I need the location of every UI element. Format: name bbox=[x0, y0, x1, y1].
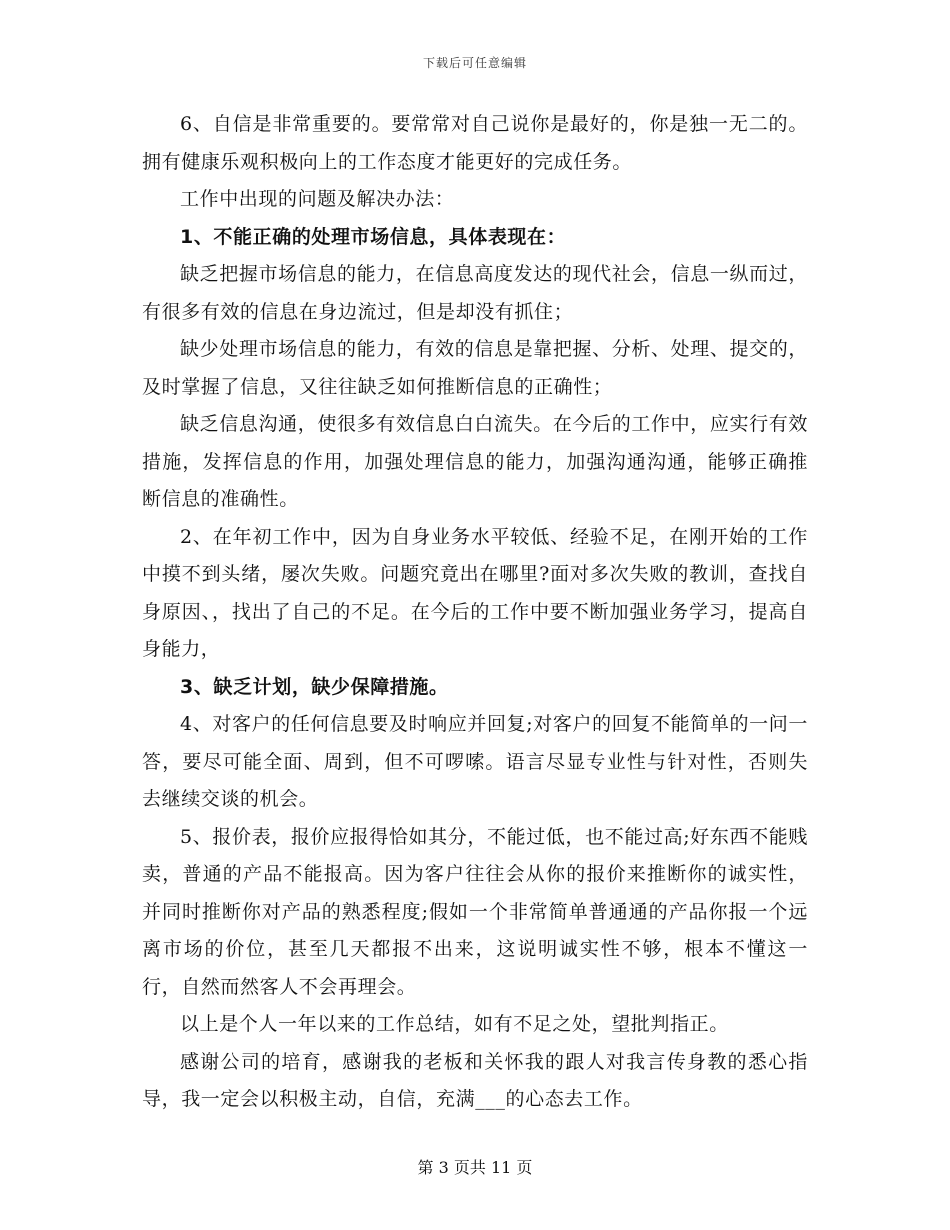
section-heading-1: 1、不能正确的处理市场信息，具体表现在： bbox=[180, 225, 567, 248]
page-number: 第 3 页共 11 页 bbox=[417, 1158, 533, 1177]
paragraph-2: 工作中出现的问题及解决办法： bbox=[180, 188, 455, 210]
paragraph-12: 感谢公司的培育，感谢我的老板和关怀我的跟人对我言传身教的悉心指导，我一定会以积极主动，自信，充满___的心态去工作。 bbox=[142, 1050, 808, 1110]
paragraph-6: 缺乏信息沟通，使很多有效信息白白流失。在今后的工作中，应实行有效措施，发挥信息的作用，加强处理信息的能力，加强沟通沟通，能够正确推断信息的准确性。 bbox=[142, 413, 808, 510]
paragraph-1: 6、自信是非常重要的。要常常对自己说你是最好的，你是独一无二的。拥有健康乐观积极向上的工作态度才能更好的完成任务。 bbox=[142, 113, 808, 173]
paragraph-9: 4、对客户的任何信息要及时响应并回复;对客户的回复不能简单的一问一答，要尽可能全面、周到，但不可啰嗦。语言尽显专业性与针对性，否则失去继续交谈的机会。 bbox=[142, 713, 808, 810]
paragraph-7: 2、在年初工作中，因为自身业务水平较低、经验不足，在刚开始的工作中摸不到头绪，屡次失败。问题究竟出在哪里?面对多次失败的教训，查找自身原因、，找出了自己的不足。在今后的工作中要不断加强业务学习，提高自身能力， bbox=[142, 525, 808, 660]
paragraph-4: 缺乏把握市场信息的能力，在信息高度发达的现代社会，信息一纵而过，有很多有效的信息在身边流过，但是却没有抓住； bbox=[142, 263, 808, 323]
section-heading-3: 3、缺乏计划，缺少保障措施。 bbox=[180, 675, 449, 698]
document-body bbox=[142, 106, 808, 1119]
paragraph-11: 以上是个人一年以来的工作总结，如有不足之处，望批判指正。 bbox=[180, 1013, 729, 1035]
page-header: 下载后可任意编辑 bbox=[422, 56, 527, 70]
paragraph-10: 5、报价表，报价应报得恰如其分，不能过低，也不能过高;好东西不能贱卖，普通的产品不能报高。因为客户往往会从你的报价来推断你的诚实性，并同时推断你对产品的熟悉程度;假如一个非常简单普通通的产品你报一个远离市场的价位，甚至几天都报不出来，这说明诚实性不够，根本不懂这一行，自然而然客人不会再理会。 bbox=[142, 825, 808, 998]
paragraph-5: 缺少处理市场信息的能力，有效的信息是靠把握、分析、处理、提交的，及时掌握了信息，又往往缺乏如何推断信息的正确性； bbox=[142, 338, 808, 398]
